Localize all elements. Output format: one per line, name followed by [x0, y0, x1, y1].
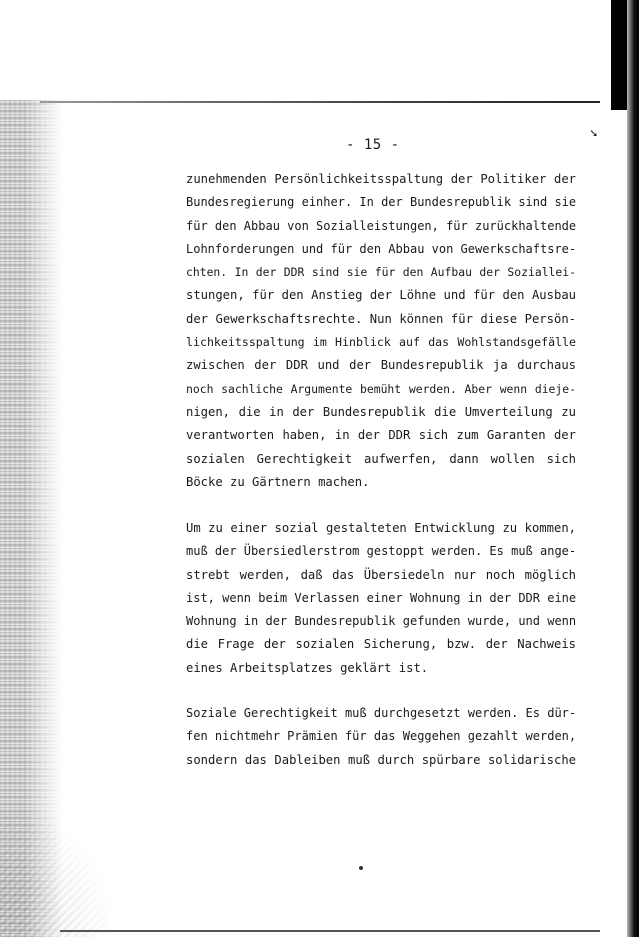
paragraph-3 — [186, 702, 576, 772]
scan-top-margin — [0, 0, 639, 105]
scan-shadow-right — [627, 0, 639, 937]
paragraph-1 — [186, 168, 576, 494]
text-line: lichkeitsspaltung im Hinblick auf das Wohlstandsgefälle — [186, 335, 576, 350]
text-line: Lohnforderungen und für den Abbau von Gewerkschaftsre- — [186, 241, 577, 256]
text-line: der Gewerkschaftsrechte. Nun können für diese Persön- — [186, 311, 576, 326]
scan-noise-bottom-left — [0, 807, 110, 937]
text-line: Um zu einer sozial gestalteten Entwicklung zu kommen, — [186, 521, 576, 535]
text-line: die Frage der sozialen Sicherung, bzw. der Nachweis — [186, 637, 576, 652]
text-line: nigen, die in der Bundesrepublik die Umverteilung zu — [186, 404, 576, 419]
page-bottom-edge — [60, 930, 600, 932]
text-line: muß der Übersiedlerstrom gestoppt werden. Es muß ange- — [186, 544, 577, 559]
text-line: eines Arbeitsplatzes geklärt ist. — [186, 660, 429, 675]
text-line: noch sachliche Argumente bemüht werden. Aber wenn dieje- — [186, 381, 576, 396]
text-line: zunehmenden Persönlichkeitsspaltung der Politiker der — [186, 172, 576, 186]
paragraph-2 — [186, 517, 576, 680]
text-line: Böcke zu Gärtnern machen. — [186, 474, 370, 489]
text-line: Bundesregierung einher. In der Bundesrepublik sind sie — [186, 195, 577, 210]
page-number: - 15 - — [346, 137, 400, 153]
text-line: Soziale Gerechtigkeit muß durchgesetzt werden. Es dür- — [186, 706, 577, 720]
stray-dot — [359, 866, 363, 870]
text-line: stungen, für den Anstieg der Löhne und für den Ausbau — [186, 288, 576, 303]
text-line: zwischen der DDR und der Bundesrepublik ja durchaus — [186, 358, 576, 373]
text-line: strebt werden, daß das Übersiedeln nur noch möglich — [186, 567, 576, 582]
text-line: verantworten haben, in der DDR sich zum Garanten der — [186, 428, 576, 443]
page-top-edge — [40, 101, 600, 103]
text-line: sondern das Dableiben muß durch spürbare solidarische — [186, 752, 576, 767]
text-line: chten. In der DDR sind sie für den Aufbau der Soziallei- — [186, 265, 576, 280]
text-line: ist, wenn beim Verlassen einer Wohnung in der DDR eine — [186, 590, 577, 605]
text-line: für den Abbau von Sozialleistungen, für zurückhaltende — [186, 218, 577, 233]
text-line: Wohnung in der Bundesrepublik gefunden wurde, und wenn — [186, 614, 577, 629]
text-line: fen nichtmehr Prämien für das Weggehen gezahlt werden, — [186, 729, 577, 744]
text-line: sozialen Gerechtigkeit aufwerfen, dann wollen sich — [186, 451, 576, 466]
pen-mark: ➘ — [590, 126, 598, 140]
